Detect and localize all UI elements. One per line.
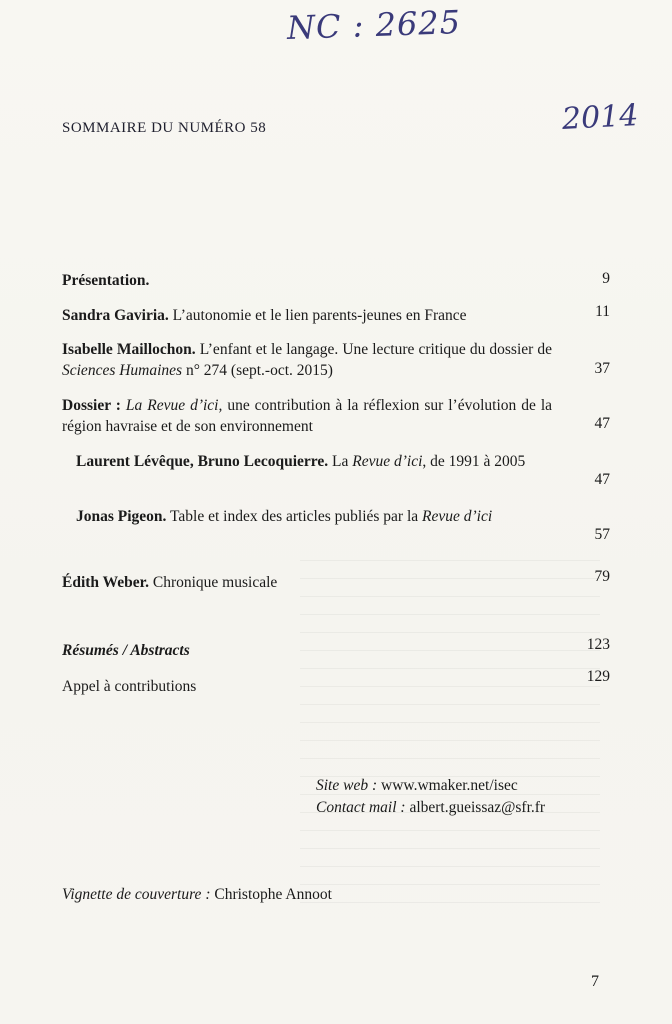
toc-author: Présentation. <box>62 272 150 289</box>
toc-page: 123 <box>586 636 610 653</box>
toc-title: La <box>328 453 353 470</box>
toc-title: L’enfant et le langage. Une lecture critique du dossier de <box>195 341 552 358</box>
toc-author: Édith Weber. <box>62 574 149 591</box>
toc-title: Table et index des articles publiés par la <box>166 508 423 525</box>
site-value: www.wmaker.net/isec <box>377 777 518 794</box>
toc-page: 79 <box>594 568 610 585</box>
vignette-credit <box>62 886 332 904</box>
mail-line <box>316 797 545 819</box>
toc-title: Appel à contributions <box>62 678 197 695</box>
toc-title: n° 274 (sept.-oct. 2015) <box>182 362 333 379</box>
toc-title: Chronique musicale <box>149 574 278 591</box>
toc-title-italic: Résumés / Abstracts <box>62 642 190 659</box>
toc-title-italic: Revue d’ici <box>352 453 423 470</box>
toc-author: Dossier : <box>62 397 121 414</box>
toc-page: 9 <box>602 270 610 287</box>
toc-author: Isabelle Maillochon. <box>62 341 196 358</box>
page-number: 7 <box>591 973 599 990</box>
toc-entry-maillochon <box>62 339 552 381</box>
toc-page: 37 <box>594 360 610 377</box>
toc-page: 57 <box>594 526 610 543</box>
toc-entry-gaviria <box>62 305 552 326</box>
site-line <box>316 775 518 797</box>
toc-author: Laurent Lévêque, Bruno Lecoquierre. <box>76 453 329 470</box>
toc-page: 47 <box>594 415 610 432</box>
handwritten-code: NC : 2625 <box>286 2 462 48</box>
toc-page: 129 <box>586 668 610 685</box>
toc-title-italic: La Revue d’ici, <box>125 397 223 414</box>
toc-title-italic: Revue d’ici <box>422 508 493 525</box>
toc-author: Sandra Gaviria. <box>62 307 169 324</box>
toc-page: 11 <box>595 303 610 320</box>
toc-entry-dossier <box>62 395 552 437</box>
toc-entry-leveque <box>62 451 552 472</box>
toc-entry-pigeon <box>62 506 552 527</box>
toc-title-italic: Sciences Humaines <box>62 362 183 379</box>
vignette-value: Christophe Annoot <box>210 886 332 903</box>
toc-page: 47 <box>594 471 610 488</box>
mail-value: albert.gueissaz@sfr.fr <box>405 799 546 816</box>
toc-title: L’autonomie et le lien parents-jeunes en France <box>168 307 467 324</box>
page-title: SOMMAIRE DU NUMÉRO 58 <box>62 120 267 136</box>
site-label: Site web : <box>316 777 378 794</box>
handwritten-year: 2014 <box>561 98 640 137</box>
toc-title: , de 1991 à 2005 <box>422 453 526 470</box>
toc-entry-appel <box>62 676 552 697</box>
show-through <box>300 560 600 920</box>
toc-author: Jonas Pigeon. <box>76 508 167 525</box>
mail-label: Contact mail : <box>316 799 406 816</box>
vignette-label: Vignette de couverture : <box>62 886 211 903</box>
toc-entry-weber <box>62 572 552 593</box>
toc-title: une contribution à la réflexion sur l’évolution de la région havraise et de son environnement <box>62 397 553 435</box>
toc-entry-presentation <box>62 270 552 291</box>
toc-entry-resumes <box>62 640 552 661</box>
